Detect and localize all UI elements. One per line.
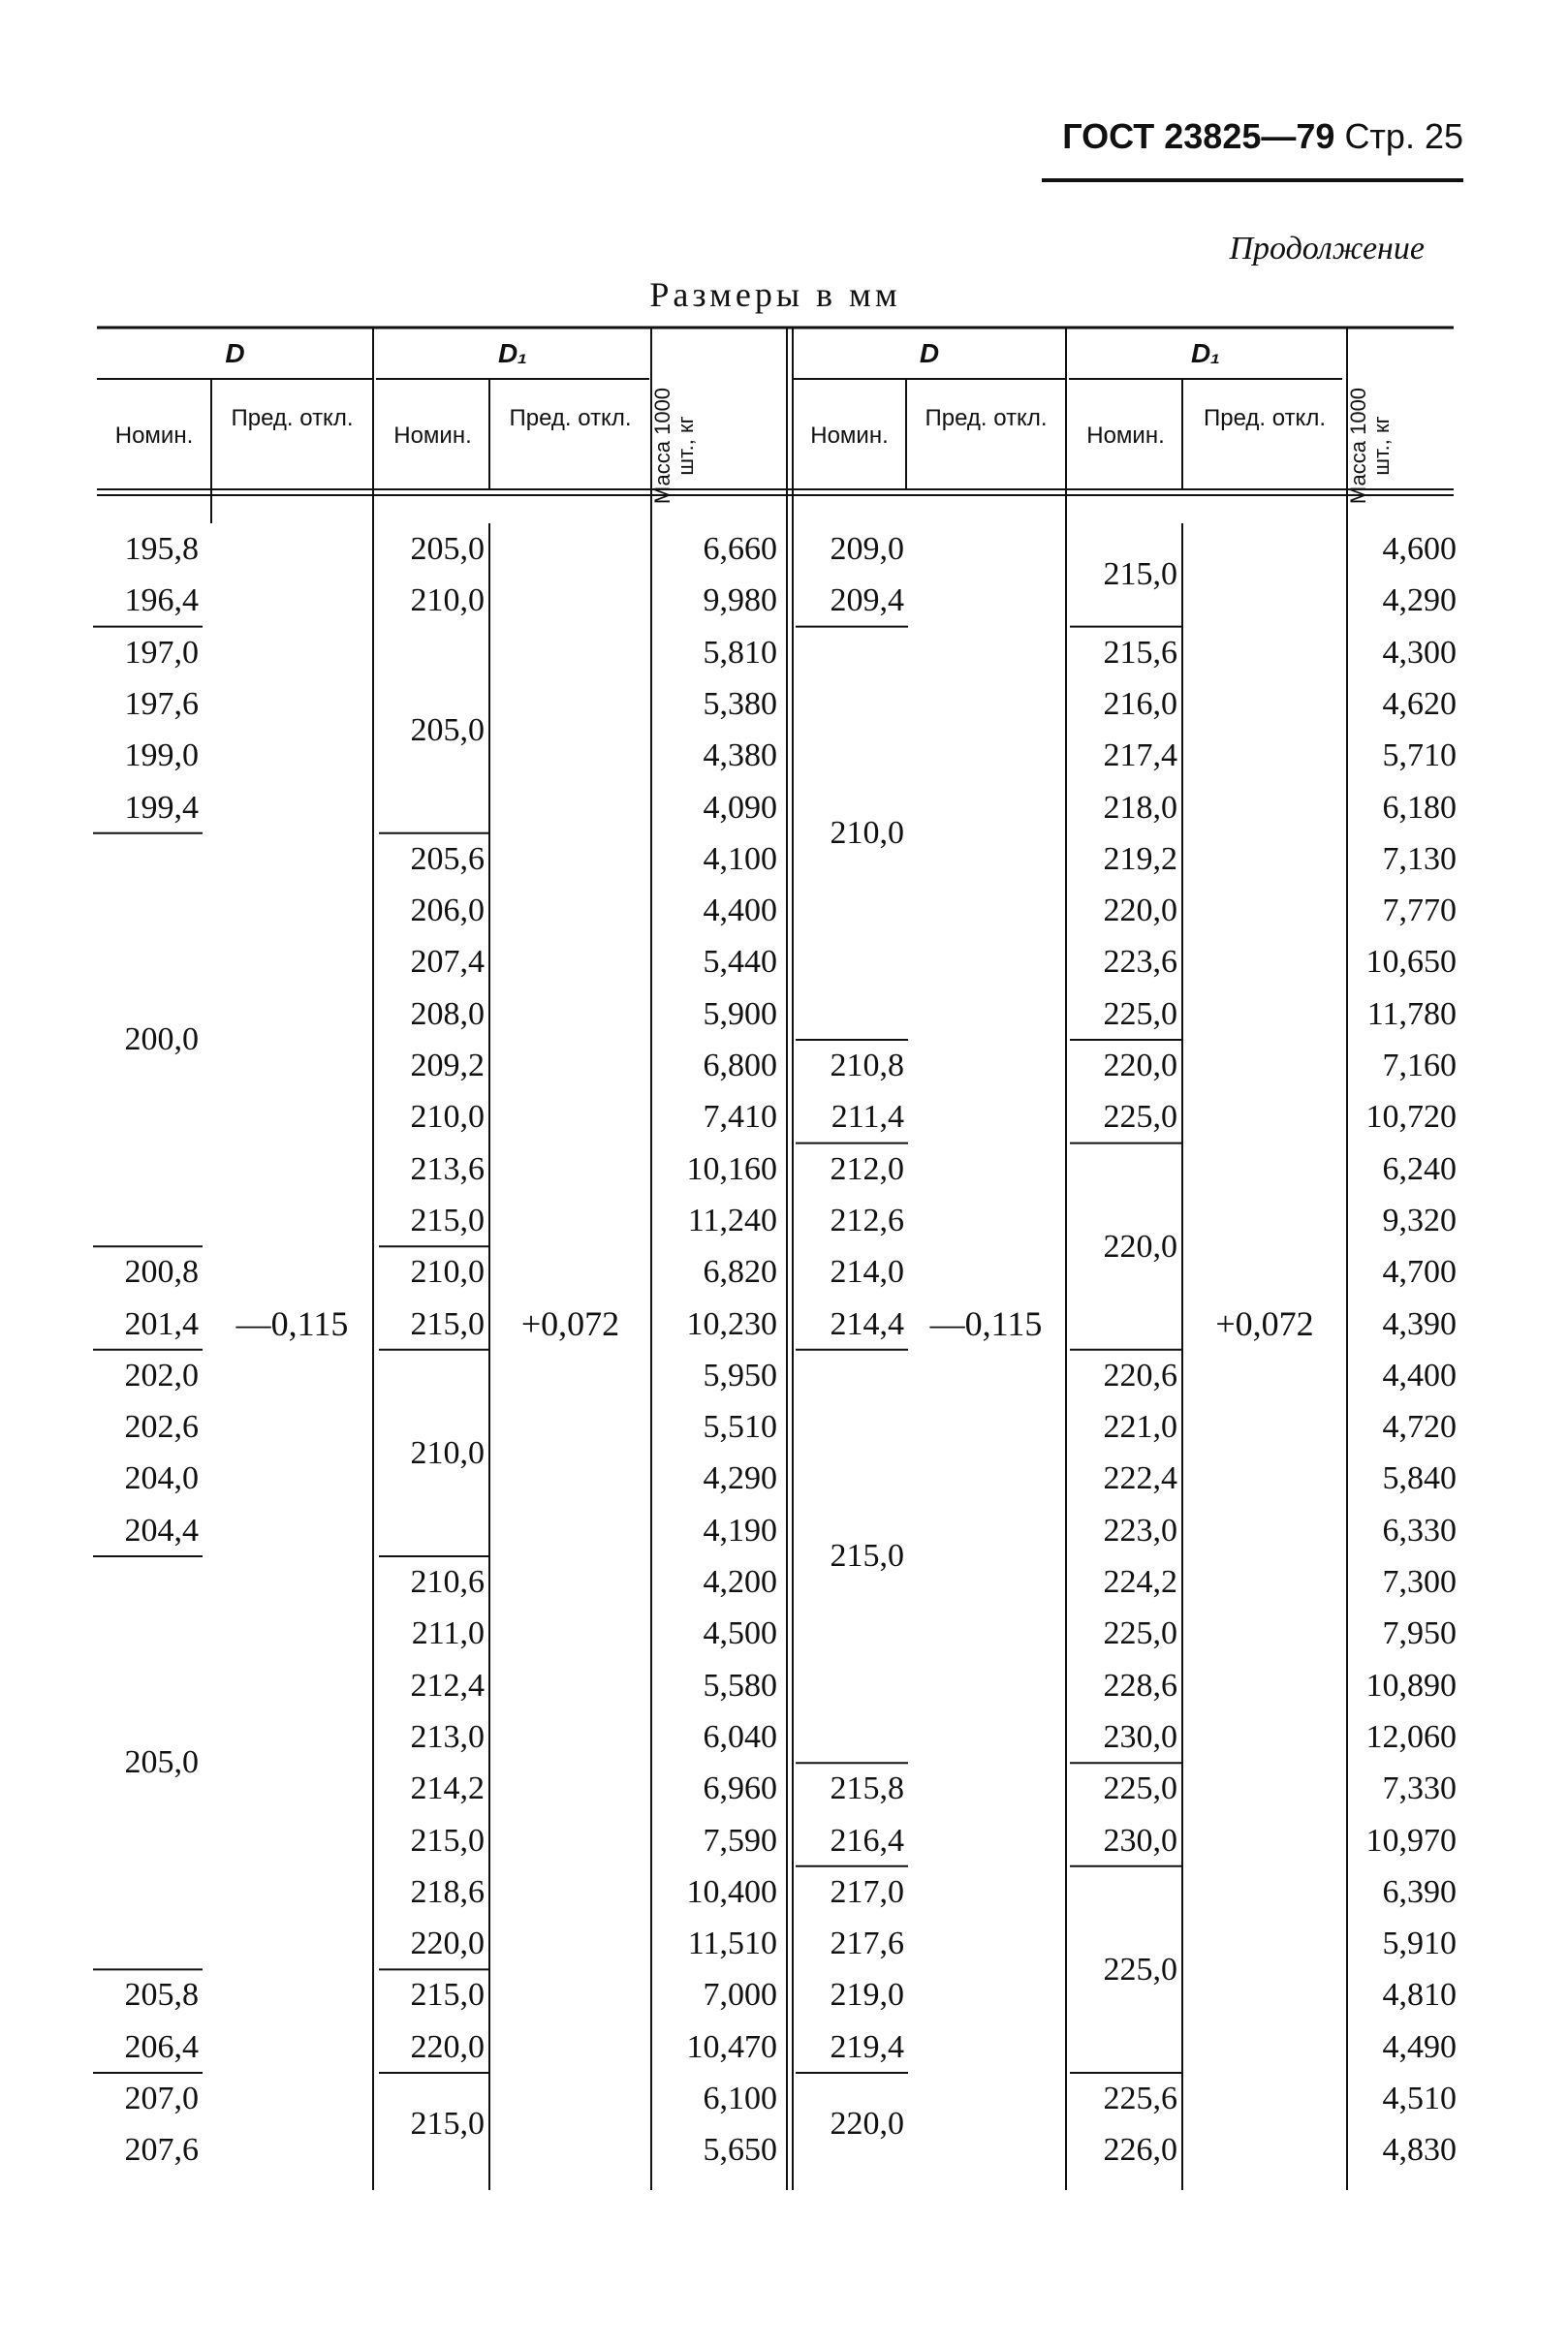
D1-nominal-value: 215,0 [1103, 556, 1177, 592]
mass-value: 6,390 [1382, 1873, 1457, 1910]
D1-nominal-value: 220,0 [410, 2028, 485, 2065]
mass-value: 11,510 [687, 1926, 777, 1962]
D1-nominal-value: 208,0 [410, 995, 485, 1032]
D1-nominal-value: 220,0 [1103, 1228, 1177, 1265]
mass-value: 4,290 [1382, 582, 1457, 619]
mass-value: 11,240 [687, 1202, 777, 1238]
D1-nominal-value: 210,0 [410, 1254, 485, 1291]
D-nominal-value: 199,0 [124, 737, 199, 774]
mass-value: 9,320 [1382, 1202, 1457, 1238]
D1-nominal-value: 225,0 [1103, 1951, 1177, 1988]
mass-value: 10,160 [686, 1150, 777, 1187]
D1-nominal-value: 218,0 [1103, 789, 1177, 826]
D1-nominal-value: 224,2 [1103, 1564, 1177, 1600]
D1-tolerance: +0,072 [1215, 1303, 1314, 1343]
D1-nominal-value: 213,6 [410, 1150, 485, 1187]
D1-nominal-value: 211,0 [411, 1615, 485, 1652]
D-nominal-value: 220,0 [830, 2106, 904, 2142]
D-nominal-value: 209,0 [830, 531, 904, 567]
deviation-heading: Пред. откл. [231, 405, 354, 431]
mass-value: 5,840 [1382, 1460, 1457, 1497]
mass-value: 4,100 [703, 840, 777, 877]
D1-nominal-value: 209,2 [410, 1048, 485, 1083]
D1-nominal-value: 205,0 [410, 531, 485, 567]
mass-value: 7,130 [1382, 840, 1457, 877]
D1-nominal-value: 214,2 [410, 1770, 485, 1807]
page-number: Стр. 25 [1344, 116, 1463, 156]
D1-nominal-value: 223,0 [1103, 1512, 1177, 1549]
mass-value: 4,290 [703, 1460, 777, 1497]
mass-value: 4,090 [703, 789, 777, 826]
D1-nominal-value: 225,0 [1103, 995, 1177, 1032]
mass-value: 7,000 [703, 1977, 777, 2014]
deviation-heading: Пред. откл. [925, 405, 1048, 431]
deviation-heading: Пред. откл. [1203, 405, 1326, 431]
mass-value: 7,410 [703, 1099, 777, 1136]
D-nominal-value: 211,4 [831, 1099, 904, 1136]
D-nominal-value: 215,8 [830, 1770, 904, 1807]
D-nominal-value: 219,4 [830, 2028, 904, 2065]
D1-nominal-value: 225,6 [1103, 2081, 1177, 2116]
mass-value: 7,160 [1382, 1048, 1457, 1083]
mass-value: 4,190 [703, 1512, 777, 1549]
D-nominal-value: 200,0 [124, 1020, 199, 1057]
D1-nominal-value: 221,0 [1103, 1409, 1177, 1446]
mass-value: 6,040 [703, 1718, 777, 1755]
D-nominal-value: 195,8 [124, 531, 199, 567]
D1-nominal-value: 215,0 [410, 2106, 485, 2142]
mass-value: 5,950 [703, 1357, 777, 1394]
mass-heading: Масса 1000 шт., кг [650, 387, 698, 505]
mass-value: 10,400 [686, 1873, 777, 1910]
D1-nominal-value: 228,6 [1103, 1667, 1177, 1704]
D-nominal-value: 204,4 [124, 1512, 199, 1549]
D-nominal-value: 210,8 [830, 1048, 904, 1083]
mass-value: 7,330 [1382, 1770, 1457, 1807]
D1-nominal-value: 220,6 [1103, 1357, 1177, 1394]
D1-nominal-value: 219,2 [1103, 840, 1177, 877]
mass-value: 5,910 [1382, 1926, 1457, 1962]
D-nominal-value: 197,6 [124, 685, 199, 722]
D-nominal-value: 217,0 [830, 1873, 904, 1910]
D1-nominal-value: 225,0 [1103, 1770, 1177, 1807]
D1-nominal-value: 215,0 [410, 1822, 485, 1859]
D-nominal-value: 216,4 [830, 1822, 904, 1859]
mass-value: 7,950 [1382, 1615, 1457, 1652]
nominal-heading: Номин. [810, 423, 889, 449]
nominal-heading: Номин. [114, 423, 194, 449]
nominal-heading: Номин. [393, 423, 472, 449]
mass-value: 6,820 [703, 1254, 777, 1291]
mass-value: 10,230 [686, 1305, 777, 1342]
D1-tolerance: +0,072 [520, 1303, 620, 1343]
continuation-label: Продолжение [1229, 231, 1425, 266]
D1-nominal-value: 210,6 [410, 1564, 485, 1600]
D-nominal-value: 210,0 [830, 814, 904, 851]
mass-value: 4,400 [703, 893, 777, 929]
mass-value: 10,650 [1365, 944, 1457, 981]
mass-value: 12,060 [1365, 1718, 1457, 1755]
mass-value: 4,810 [1382, 1977, 1457, 2014]
D-nominal-value: 207,0 [124, 2081, 199, 2116]
D1-nominal-value: 220,0 [410, 1926, 485, 1962]
D-heading: D [919, 338, 940, 368]
mass-value: 5,650 [703, 2132, 777, 2169]
D-nominal-value: 200,8 [124, 1254, 199, 1291]
D-nominal-value: 197,0 [124, 634, 199, 671]
D1-nominal-value: 212,4 [410, 1667, 485, 1704]
mass-value: 4,390 [1382, 1305, 1457, 1342]
mass-heading: Масса 1000 шт., кг [1346, 387, 1394, 505]
D-nominal-value: 217,6 [830, 1926, 904, 1962]
mass-value: 4,490 [1382, 2028, 1457, 2065]
mass-value: 4,510 [1382, 2081, 1457, 2116]
mass-value: 4,380 [703, 737, 777, 774]
D1-nominal-value: 218,6 [410, 1873, 485, 1910]
D1-nominal-value: 226,0 [1103, 2132, 1177, 2169]
mass-value: 10,970 [1365, 1822, 1457, 1859]
mass-value: 6,180 [1382, 789, 1457, 826]
mass-value: 5,380 [703, 685, 777, 722]
mass-value: 4,200 [703, 1564, 777, 1600]
mass-value: 11,780 [1366, 995, 1457, 1032]
D1-nominal-value: 230,0 [1103, 1718, 1177, 1755]
D-nominal-value: 206,4 [124, 2028, 199, 2065]
mass-value: 5,580 [703, 1667, 777, 1704]
D1-nominal-value: 217,4 [1103, 737, 1177, 774]
deviation-heading: Пред. откл. [509, 405, 632, 431]
mass-value: 6,800 [703, 1048, 777, 1083]
standard-number: ГОСТ 23825—79 [1062, 116, 1335, 156]
mass-value: 6,330 [1382, 1512, 1457, 1549]
D1-heading: D₁ [1190, 338, 1221, 368]
D1-nominal-value: 220,0 [1103, 893, 1177, 929]
D1-nominal-value: 213,0 [410, 1718, 485, 1755]
D-tolerance: —0,115 [929, 1303, 1043, 1343]
D-heading: D [225, 338, 245, 368]
mass-value: 5,440 [703, 944, 777, 981]
mass-value: 7,590 [703, 1822, 777, 1859]
D1-nominal-value: 216,0 [1103, 685, 1177, 722]
mass-value: 7,300 [1382, 1564, 1457, 1600]
D1-nominal-value: 230,0 [1103, 1822, 1177, 1859]
D-nominal-value: 215,0 [830, 1537, 904, 1574]
D-nominal-value: 201,4 [124, 1305, 199, 1342]
mass-value: 9,980 [703, 582, 777, 619]
D-nominal-value: 209,4 [830, 582, 904, 619]
D1-nominal-value: 220,0 [1103, 1048, 1177, 1083]
D1-nominal-value: 205,6 [410, 840, 485, 877]
mass-value: 4,400 [1382, 1357, 1457, 1394]
mass-value: 4,620 [1382, 685, 1457, 722]
mass-value: 5,810 [703, 634, 777, 671]
nominal-heading: Номин. [1086, 423, 1165, 449]
mass-value: 5,510 [703, 1409, 777, 1446]
D-nominal-value: 205,8 [124, 1977, 199, 2014]
D-nominal-value: 202,6 [124, 1409, 199, 1446]
D-nominal-value: 214,4 [830, 1305, 904, 1342]
mass-value: 6,660 [703, 531, 777, 567]
D1-nominal-value: 210,0 [410, 582, 485, 619]
D-nominal-value: 207,6 [124, 2132, 199, 2169]
D-nominal-value: 214,0 [830, 1254, 904, 1291]
D1-nominal-value: 225,0 [1103, 1099, 1177, 1136]
D1-nominal-value: 215,0 [410, 1977, 485, 2014]
mass-value: 10,890 [1365, 1667, 1457, 1704]
D-nominal-value: 205,0 [124, 1744, 199, 1780]
D-nominal-value: 196,4 [124, 582, 199, 619]
D1-nominal-value: 210,0 [410, 1434, 485, 1471]
mass-value: 4,700 [1382, 1254, 1457, 1291]
D-nominal-value: 212,0 [830, 1150, 904, 1187]
D-nominal-value: 219,0 [830, 1977, 904, 2014]
mass-value: 4,500 [703, 1615, 777, 1652]
units-caption: Размеры в мм [649, 275, 901, 314]
mass-value: 5,710 [1382, 737, 1457, 774]
D1-nominal-value: 215,0 [410, 1305, 485, 1342]
D1-nominal-value: 223,6 [1103, 944, 1177, 981]
D1-heading: D₁ [497, 338, 528, 368]
mass-value: 4,830 [1382, 2132, 1457, 2169]
D1-nominal-value: 210,0 [410, 1099, 485, 1136]
mass-value: 10,720 [1365, 1099, 1457, 1136]
D1-nominal-value: 207,4 [410, 944, 485, 981]
D-nominal-value: 202,0 [124, 1357, 199, 1394]
mass-value: 4,600 [1382, 531, 1457, 567]
D1-nominal-value: 205,0 [410, 711, 485, 748]
D-nominal-value: 212,6 [830, 1202, 904, 1238]
D1-nominal-value: 215,6 [1103, 634, 1177, 671]
D1-nominal-value: 225,0 [1103, 1615, 1177, 1652]
mass-value: 6,960 [703, 1770, 777, 1807]
D-nominal-value: 204,0 [124, 1460, 199, 1497]
D1-nominal-value: 206,0 [410, 893, 485, 929]
mass-value: 6,100 [703, 2081, 777, 2116]
mass-value: 7,770 [1382, 893, 1457, 929]
D-nominal-value: 199,4 [124, 789, 199, 826]
mass-value: 4,300 [1382, 634, 1457, 671]
D1-nominal-value: 215,0 [410, 1202, 485, 1238]
mass-value: 10,470 [686, 2028, 777, 2065]
mass-value: 5,900 [703, 995, 777, 1032]
mass-value: 4,720 [1382, 1409, 1457, 1446]
D-tolerance: —0,115 [235, 1303, 349, 1343]
D1-nominal-value: 222,4 [1103, 1460, 1177, 1497]
mass-value: 6,240 [1382, 1150, 1457, 1187]
